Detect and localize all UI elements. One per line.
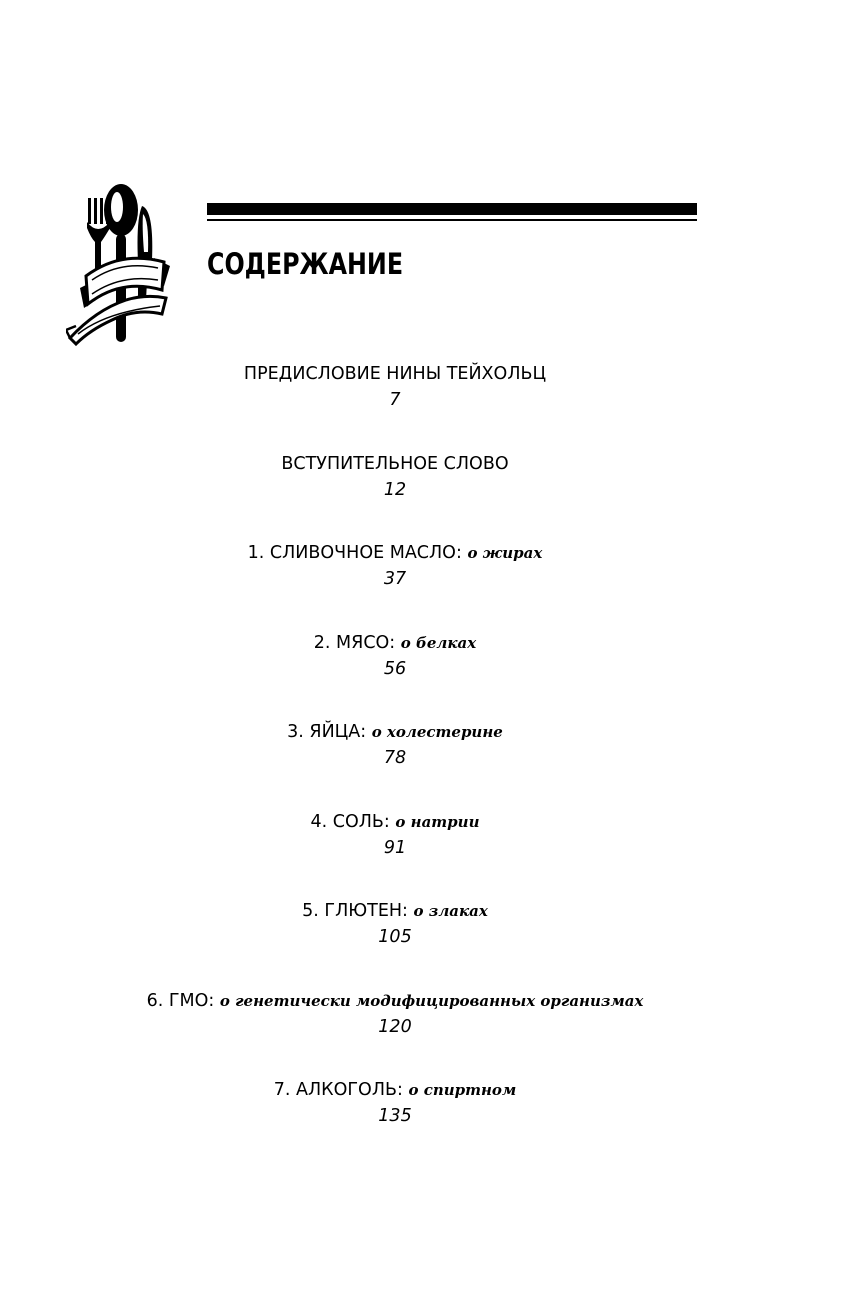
- toc-entry-title-line: [0, 539, 790, 567]
- toc-entry[interactable]: [0, 629, 790, 719]
- cutlery-ribbon-icon: [66, 180, 176, 350]
- toc-entry-title-line: [0, 1076, 790, 1104]
- toc-entry-title: 5. ГЛЮТЕН:: [302, 901, 408, 921]
- toc-entry-subtitle: о натрии: [395, 812, 480, 831]
- toc-entry-subtitle: о злаках: [413, 902, 488, 920]
- toc-entry-title: ВСТУПИТЕЛЬНОЕ СЛОВО: [281, 453, 509, 474]
- toc-entry-title-line: [0, 808, 790, 836]
- toc-entry-title-line: [0, 360, 790, 388]
- toc-entry-page: 135: [378, 1106, 412, 1126]
- toc-entry[interactable]: [0, 987, 790, 1077]
- toc-entry-title-line: [0, 897, 790, 925]
- toc-entry-title: ПРЕДИСЛОВИЕ НИНЫ ТЕЙХОЛЬЦ: [243, 364, 547, 384]
- toc-entry[interactable]: [0, 718, 790, 808]
- toc-entry-title-line: [0, 987, 790, 1015]
- toc-entry-subtitle: о генетически модифицированных организмах: [219, 991, 644, 1010]
- toc-entry-subtitle: о спиртном: [408, 1081, 517, 1099]
- toc-entry-title-line: [0, 629, 790, 657]
- toc-entry-subtitle: о жирах: [467, 544, 543, 562]
- table-of-contents: [0, 360, 790, 1166]
- toc-entry-page: 78: [383, 748, 407, 768]
- toc-entry[interactable]: [0, 450, 790, 540]
- header-rule-thick: [207, 203, 697, 215]
- toc-entry-page: 120: [378, 1016, 412, 1037]
- toc-entry-page: 91: [383, 837, 407, 858]
- toc-entry-title: 4. СОЛЬ:: [310, 811, 390, 832]
- toc-entry-page: 37: [383, 569, 407, 589]
- toc-entry[interactable]: [0, 360, 790, 450]
- toc-entry-subtitle: о холестерине: [371, 723, 503, 741]
- toc-entry-page: 7: [389, 390, 401, 410]
- toc-entry[interactable]: [0, 808, 790, 898]
- header-rule-thin: [207, 219, 697, 221]
- toc-entry-title: 7. АЛКОГОЛЬ:: [273, 1080, 403, 1100]
- toc-entry-page: 12: [383, 479, 407, 500]
- toc-entry[interactable]: [0, 539, 790, 629]
- toc-entry[interactable]: [0, 897, 790, 987]
- toc-entry-title: 1. СЛИВОЧНОЕ МАСЛО:: [247, 543, 462, 563]
- toc-entry-subtitle: о белках: [400, 633, 477, 652]
- page-title: СОДЕРЖАНИЕ: [207, 247, 404, 281]
- toc-entry-title: 2. МЯСО:: [313, 632, 396, 653]
- toc-entry-page: 105: [378, 927, 412, 947]
- toc-entry-title: 6. ГМО:: [146, 990, 215, 1011]
- toc-entry-page: 56: [383, 658, 407, 679]
- toc-entry-title: 3. ЯЙЦА:: [287, 722, 367, 742]
- toc-entry[interactable]: [0, 1076, 790, 1166]
- toc-entry-title-line: [0, 450, 790, 478]
- toc-entry-title-line: [0, 718, 790, 746]
